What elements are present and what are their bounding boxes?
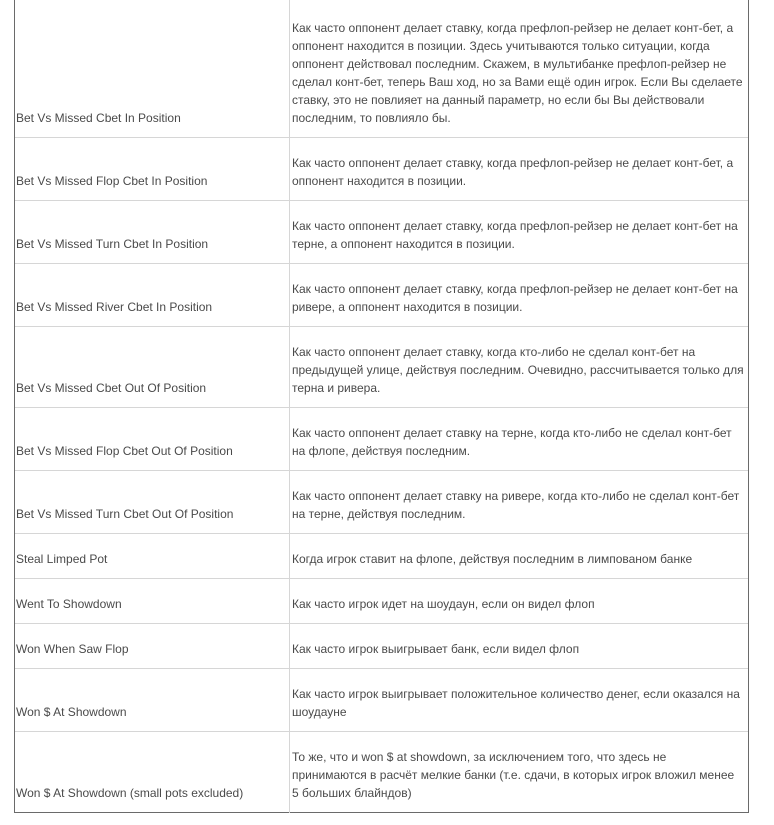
stat-name: Bet Vs Missed Cbet In Position <box>15 0 290 137</box>
stat-name: Bet Vs Missed Cbet Out Of Position <box>15 326 290 407</box>
stat-description: Как часто оппонент делает ставку, когда префлоп-рейзер не делает конт-бет, а оппонент находится в позиции. <box>290 137 749 200</box>
table-row <box>15 263 749 326</box>
stat-name: Bet Vs Missed River Cbet In Position <box>15 263 290 326</box>
stat-name: Steal Limped Pot <box>15 533 290 578</box>
stat-name: Bet Vs Missed Flop Cbet In Position <box>15 137 290 200</box>
stat-name: Won $ At Showdown (small pots excluded) <box>15 731 290 812</box>
stat-description: Как часто оппонент делает ставку на ривере, когда кто-либо не сделал конт-бет на терне, действуя последним. <box>290 470 749 533</box>
table-row <box>15 623 749 668</box>
stat-description: То же, что и won $ at showdown, за исключением того, что здесь не принимаются в расчёт мелкие банки (т.е. сдачи, в которых игрок вложил менее 5 больших блайндов) <box>290 731 749 812</box>
table-row <box>15 407 749 470</box>
table-row <box>15 668 749 731</box>
stat-name: Bet Vs Missed Flop Cbet Out Of Position <box>15 407 290 470</box>
stat-description: Как часто игрок идет на шоудаун, если он видел флоп <box>290 578 749 623</box>
stat-description: Как часто игрок выигрывает положительное количество денег, если оказался на шоудауне <box>290 668 749 731</box>
table-row <box>15 731 749 812</box>
stat-name: Went To Showdown <box>15 578 290 623</box>
stat-name: Won When Saw Flop <box>15 623 290 668</box>
table-row <box>15 0 749 137</box>
stat-name: Won $ At Showdown <box>15 668 290 731</box>
stat-description: Когда игрок ставит на флопе, действуя последним в лимпованом банке <box>290 533 749 578</box>
stat-description: Как часто оппонент делает ставку, когда префлоп-рейзер не делает конт-бет на ривере, а оппонент находится в позиции. <box>290 263 749 326</box>
stat-description: Как часто оппонент делает ставку на терне, когда кто-либо не сделал конт-бет на флопе, действуя последним. <box>290 407 749 470</box>
table-row <box>15 200 749 263</box>
table-row <box>15 578 749 623</box>
table-row <box>15 137 749 200</box>
stats-table <box>14 0 749 813</box>
stat-name: Bet Vs Missed Turn Cbet In Position <box>15 200 290 263</box>
stat-description: Как часто игрок выигрывает банк, если видел флоп <box>290 623 749 668</box>
stat-name: Bet Vs Missed Turn Cbet Out Of Position <box>15 470 290 533</box>
stat-description: Как часто оппонент делает ставку, когда префлоп-рейзер не делает конт-бет, а оппонент находится в позиции. Здесь учитываются только ситуации, когда оппонент действовал последним. Скажем, в мультибанке префлоп-рейзер не сделал конт-бет, теперь Ваш ход, но за Вами ещё один игрок. Если Вы сделаете ставку, это не повлияет на данный параметр, но если бы Вы действовали последним, то повлияло бы. <box>290 0 749 137</box>
stat-description: Как часто оппонент делает ставку, когда префлоп-рейзер не делает конт-бет на терне, а оппонент находится в позиции. <box>290 200 749 263</box>
table-row <box>15 326 749 407</box>
stat-description: Как часто оппонент делает ставку, когда кто-либо не сделал конт-бет на предыдущей улице, действуя последним. Очевидно, рассчитывается только для терна и ривера. <box>290 326 749 407</box>
table-row <box>15 533 749 578</box>
table-row <box>15 470 749 533</box>
